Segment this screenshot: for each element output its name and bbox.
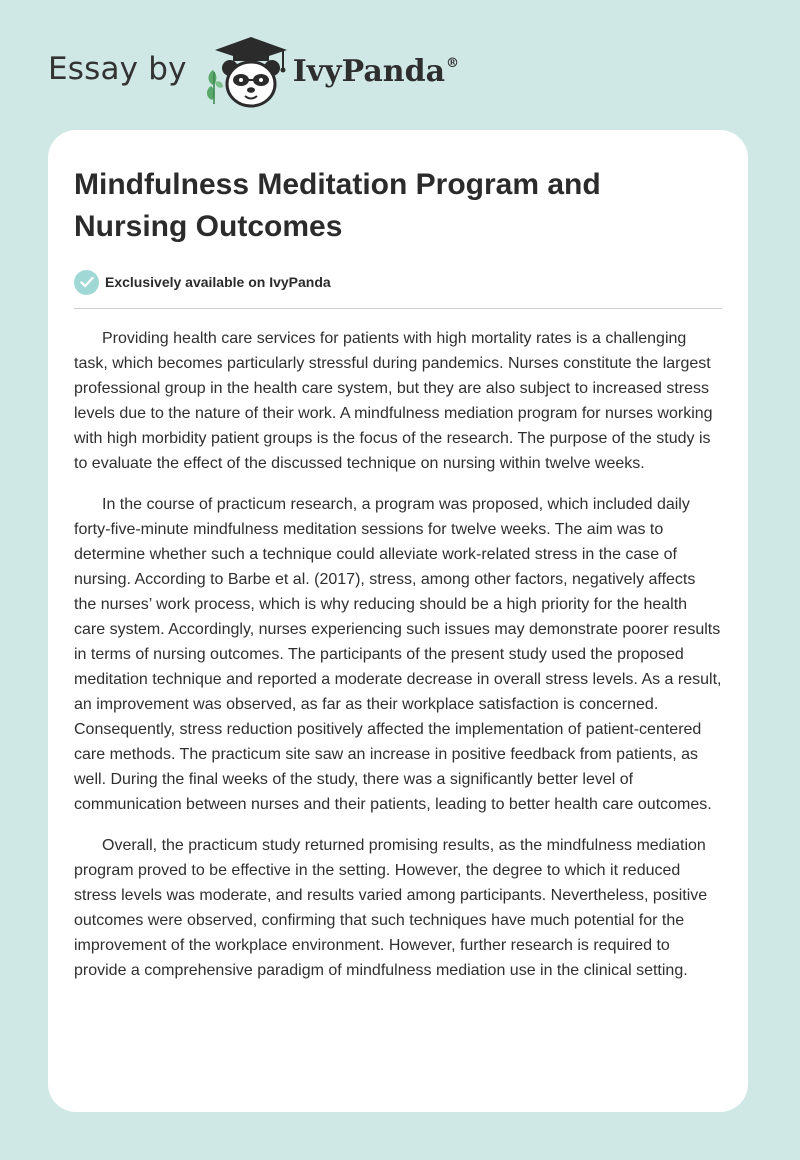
divider	[74, 308, 722, 309]
exclusive-label: Exclusively available on IvyPanda	[105, 274, 331, 290]
paragraph: Overall, the practicum study returned promising results, as the mindfulness mediation program proved to be effective in the setting. However, the degree to which it reduced stress levels was moderate, and results varied among participants. Nevertheless, positive outcomes were observed, confirming that such techniques have much potential for the improvement of the workplace environment. However, further research is required to provide a comprehensive paradigm of mindfulness mediation use in the clinical setting.	[74, 837, 708, 979]
page-title: Mindfulness Meditation Program and Nursing Outcomes	[74, 168, 601, 243]
exclusive-badge	[74, 269, 722, 295]
check-circle-icon	[74, 270, 99, 295]
paragraph: Providing health care services for patients with high mortality rates is a challenging task, which becomes particularly stressful during pandemics. Nurses constitute the largest professional group in the health care system, but they are also subject to increased stress levels due to the nature of their work. A mindfulness mediation program for nurses working with high morbidity patient groups is the focus of the research. The purpose of the study is to evaluate the effect of the discussed technique on nursing within twelve weeks.	[74, 330, 713, 472]
panda-graduation-cap-icon[interactable]	[203, 32, 295, 112]
essay-by-label: Essay by	[48, 51, 187, 87]
ivy-leaf-icon	[207, 70, 223, 104]
site-header	[48, 32, 648, 112]
essay-card	[48, 130, 748, 1112]
brand-name-text: IvyPanda	[292, 53, 446, 89]
brand-name[interactable]	[293, 54, 459, 89]
registered-mark: ®	[446, 55, 460, 71]
essay-body	[74, 326, 722, 983]
paragraph: In the course of practicum research, a program was proposed, which included daily forty-five-minute mindfulness meditation sessions for twelve weeks. The aim was to determine whether such a technique could alleviate work-related stress in the case of nursing. According to Barbe et al. (2017), stress, among other factors, negatively affects the nurses’ work process, which is why reducing should be a high priority for the health care system. Accordingly, nurses experiencing such issues may demonstrate poorer results in terms of nursing outcomes. The participants of the present study used the proposed meditation technique and reported a moderate decrease in overall stress levels. As a result, an improvement was observed, as far as their workplace satisfaction is concerned. Consequently, stress reduction positively affected the implementation of patient-centered care methods. The practicum site saw an increase in positive feedback from patients, as well. During the final weeks of the study, there was a significantly better level of communication between nurses and their patients, leading to better health care outcomes.	[74, 496, 722, 813]
